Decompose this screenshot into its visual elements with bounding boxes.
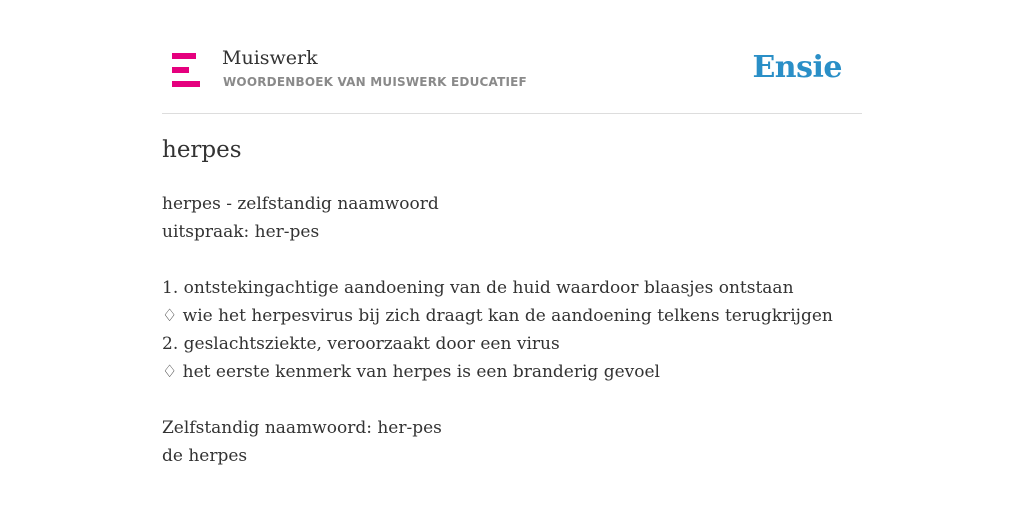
spacer bbox=[162, 386, 862, 414]
definition-2: 2. geslachtsziekte, veroorzaakt door een virus bbox=[162, 334, 560, 354]
entry-headword: herpes bbox=[162, 137, 242, 163]
definition-1: 1. ontstekingachtige aandoening van de huid waardoor blaasjes ontstaan bbox=[162, 278, 794, 298]
site-name[interactable]: Muiswerk bbox=[222, 47, 318, 69]
article-line: de herpes bbox=[162, 446, 248, 466]
pronunciation-line: uitspraak: her-pes bbox=[162, 222, 320, 242]
part-of-speech-line: herpes - zelfstandig naamwoord bbox=[162, 194, 439, 214]
grammar-line: Zelfstandig naamwoord: her-pes bbox=[162, 418, 442, 438]
ensie-logo[interactable]: Ensie bbox=[752, 50, 842, 85]
entry-body bbox=[162, 190, 862, 470]
page-header bbox=[162, 0, 862, 114]
site-subtitle: WOORDENBOEK VAN MUISWERK EDUCATIEF bbox=[223, 75, 527, 89]
spacer bbox=[162, 246, 862, 274]
dictionary-card bbox=[162, 0, 862, 512]
definition-2-example: ♢ het eerste kenmerk van herpes is een branderig gevoel bbox=[162, 362, 660, 382]
definition-1-example: ♢ wie het herpesvirus bij zich draagt kan de aandoening telkens terugkrijgen bbox=[162, 306, 833, 326]
muiswerk-logo-icon[interactable] bbox=[172, 53, 200, 89]
